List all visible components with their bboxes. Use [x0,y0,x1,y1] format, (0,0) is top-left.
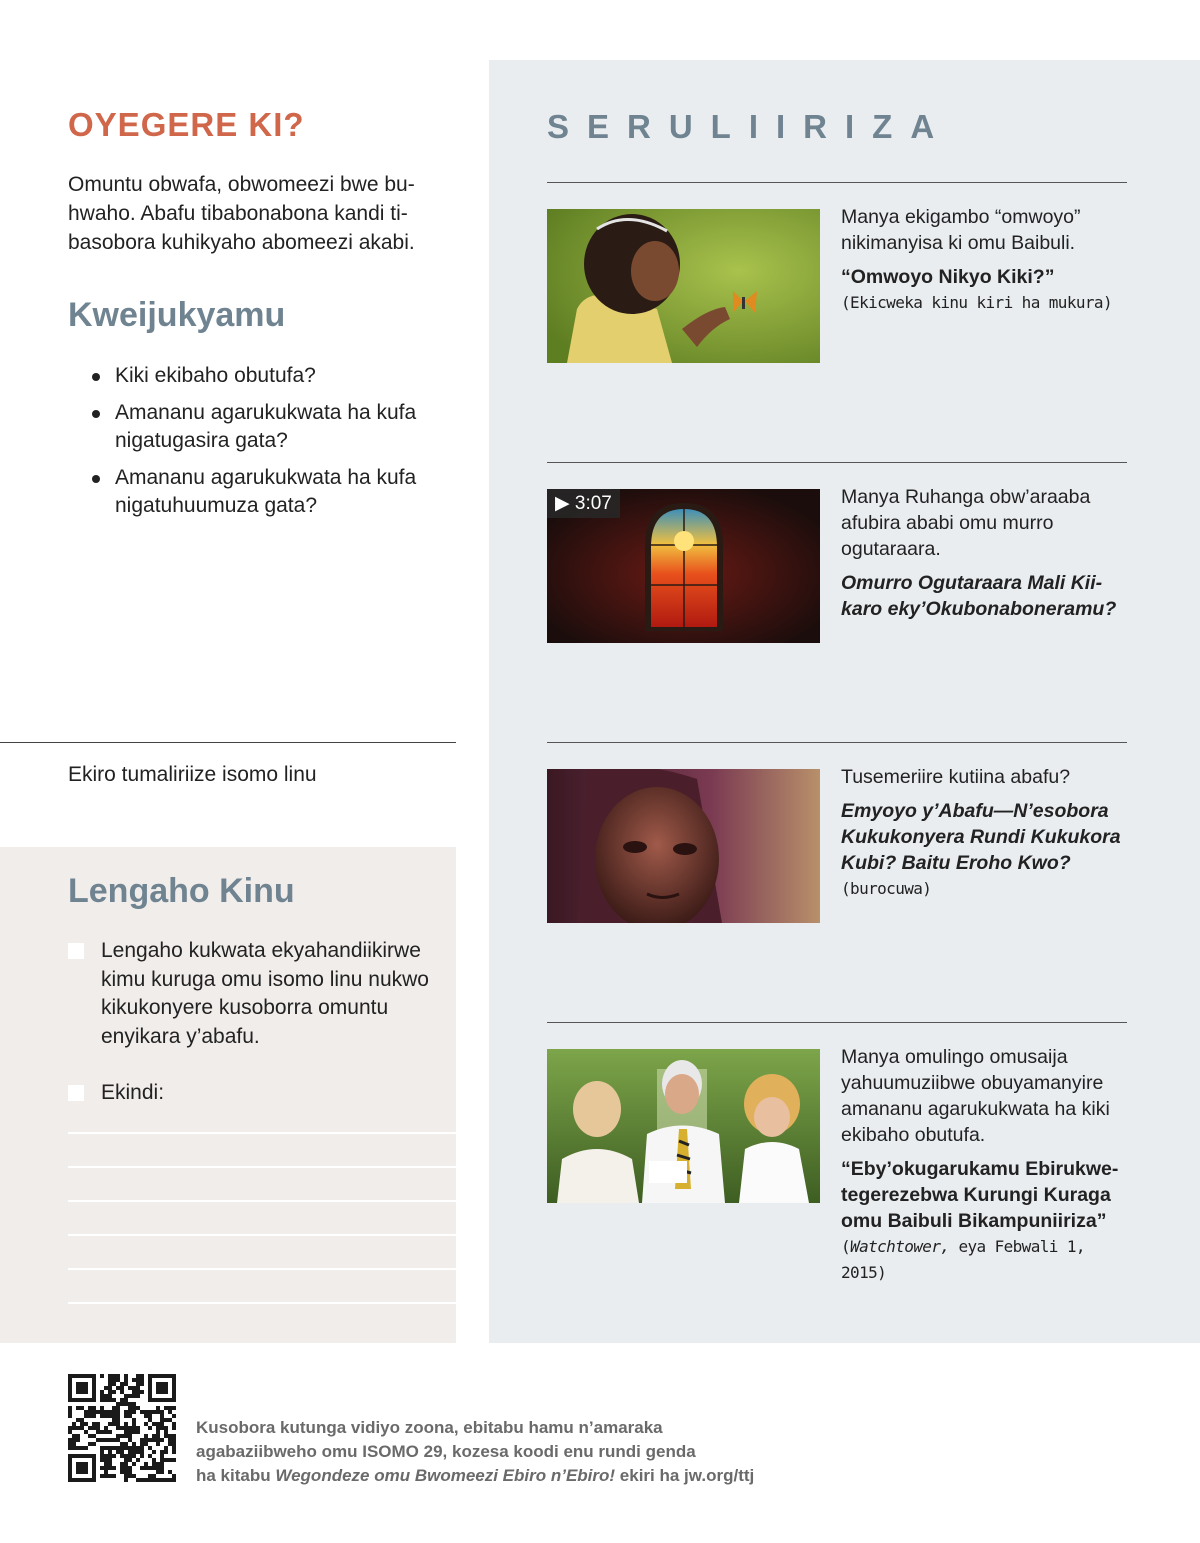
resource-note: (Ekicweka kinu kiri ha mukura) [841,293,1112,312]
goal-item-2[interactable]: Ekindi: [68,1079,438,1108]
resource-description: Manya ekigambo “omwoyo” nikimanyisa ki omu Baibuli. [841,206,1081,254]
divider [547,182,1127,183]
write-line[interactable] [68,1234,456,1236]
review-questions [92,362,452,529]
resource-description: Manya omulingo omusaija yahuumuziibwe obuyamanyire amananu agarukukwata ha kiki ekibaho obutufa. [841,1046,1110,1146]
write-line[interactable] [68,1200,456,1202]
resource-title-link[interactable]: Omurro Ogutaraara Mali Kiikaro eky’Okubonaboneramu? [841,572,1117,620]
write-line[interactable] [68,1268,456,1270]
write-line[interactable] [68,1132,456,1134]
checkbox-icon[interactable] [68,943,84,959]
stained-glass-fire-window[interactable] [547,489,820,643]
resource-2-text [841,484,1131,622]
intro-paragraph: Omuntu obwafa, obwomeezi bwe buhwaho. Abafu tibabonabona kandi tibasobora kuhikyaho abomeezi akabi. [68,173,415,254]
resource-note: (Watchtower, eya Febwali 1, 2015) [841,1237,1085,1282]
goal-heading: Lengaho Kinu [68,872,295,910]
resource-4-text [841,1044,1131,1286]
bullet-icon [92,410,100,418]
resource-title-link[interactable]: “Eby’okugarukamu Ebirukwetegerezebwa Kurungi Kuraga omu Baibuli Bikampuniiriza” [841,1158,1119,1232]
bullet-icon [92,475,100,483]
footer-note: Kusobora kutunga vidiyo zoona, ebitabu hamu n’amaraka agabaziibweho omu ISOMO 29, kozesa koodi enu rundi genda ha kitabu Wegondeze omu Bwomeezi Ebiro n’Ebiro! ekiri ha jw.org/ttj [196,1418,755,1485]
three-people-park-photo[interactable] [547,1049,820,1203]
face-portrait-photo[interactable] [547,769,820,923]
divider [547,1022,1127,1023]
divider [547,462,1127,463]
qr-code-icon[interactable] [68,1374,176,1482]
write-line[interactable] [68,1302,456,1304]
divider [547,742,1127,743]
write-line[interactable] [68,1166,456,1168]
list-item: Amananu agarukukwata ha kufa nigatuhuumuza gata? [92,464,452,521]
resource-1-text [841,204,1131,316]
resource-title-link[interactable]: Emyoyo y’Abafu—N’esobora Kukukonyera Rundi Kukukora Kubi? Baitu Eroho Kwo? [841,800,1121,874]
video-duration-badge[interactable]: ▶ 3:07 [547,489,620,518]
resource-description: Manya Ruhanga obw’araaba afubira ababi omu murro ogutaraara. [841,486,1091,560]
summary-prompt: Ekiro tumaliriize isomo linu [68,763,317,786]
list-item: Amananu agarukukwata ha kufa nigatugasira gata? [92,399,452,456]
resources-heading: SERULIIRIZA [547,108,953,145]
checkbox-icon[interactable] [68,1085,84,1101]
review-heading: Kweijukyamu [68,296,286,334]
resource-title-link[interactable]: “Omwoyo Nikyo Kiki?” [841,266,1055,288]
bullet-icon [92,373,100,381]
goal-item-1[interactable]: Lengaho kukwata ekyahandiikirwe kimu kuruga omu isomo linu nukwo kikukonyere kusoborra omuntu enyikara y’abafu. [68,937,438,1051]
resource-3-text [841,764,1131,902]
divider [0,742,456,743]
resource-note: (burocuwa) [841,879,932,898]
resource-description: Tusemeriire kutiina abafu? [841,766,1071,788]
girl-butterfly-photo[interactable] [547,209,820,363]
section-heading-oyegere: OYEGERE KI? [68,106,305,143]
list-item: Kiki ekibaho obutufa? [92,362,452,391]
